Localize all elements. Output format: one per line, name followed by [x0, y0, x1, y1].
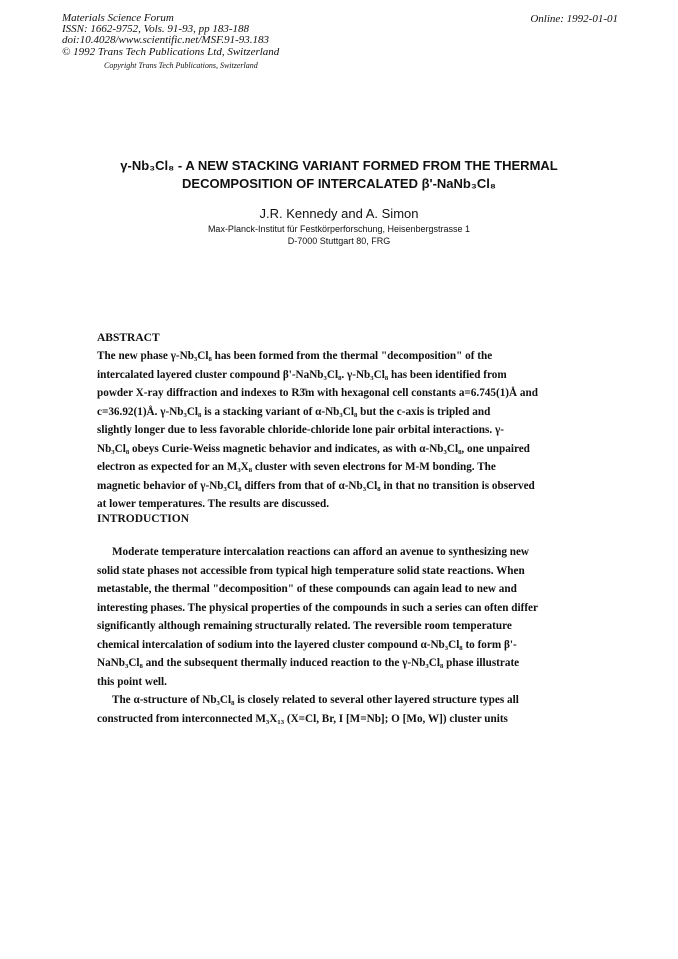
- publisher-copyright: © 1992 Trans Tech Publications Ltd, Switzerland: [62, 45, 280, 58]
- introduction-heading: INTRODUCTION: [97, 513, 190, 525]
- journal-name: Materials Science Forum: [62, 12, 174, 24]
- text-line: at lower temperatures. The results are discussed.: [97, 498, 330, 510]
- text-line: interesting phases. The physical properties of the compounds in such a series can often differ: [97, 601, 538, 614]
- affiliation: [0, 224, 678, 247]
- abstract-body: [97, 347, 538, 514]
- text-line: Moderate temperature intercalation reactions can afford an avenue to synthesizing new: [112, 546, 529, 558]
- text-line: The new phase γ-Nb₃Cl₈ has been formed from the thermal "decomposition" of the: [97, 350, 493, 362]
- text-line: magnetic behavior of γ-Nb₃Cl₈ differs from that of α-Nb₃Cl₈ in that no transition is observed: [97, 479, 535, 492]
- introduction-body: [97, 543, 538, 728]
- title-line: γ-Nb₃Cl₈ - A NEW STACKING VARIANT FORMED FROM THE THERMAL: [120, 158, 558, 173]
- title-line: DECOMPOSITION OF INTERCALATED β'-NaNb₃Cl₈: [182, 176, 496, 191]
- copyright-note: Copyright Trans Tech Publications, Switzerland: [104, 60, 258, 70]
- text-line: solid state phases not accessible from typical high temperature solid state reactions. When: [97, 564, 525, 577]
- journal-header: [62, 13, 279, 71]
- affiliation-line: D-7000 Stuttgart 80, FRG: [287, 235, 391, 246]
- text-line: slightly longer due to less favorable chloride-chloride lone pair orbital interactions. γ-: [97, 424, 504, 436]
- text-line: significantly although remaining structurally related. The reversible room temperature: [97, 620, 512, 632]
- text-line: Nb₃Cl₈ obeys Curie-Weiss magnetic behavior and indicates, as with α-Nb₃Cl₈, one unpaired: [97, 442, 530, 455]
- text-line: chemical intercalation of sodium into the layered cluster compound α-Nb₃Cl₈ to form β'-: [97, 638, 517, 651]
- text-line: powder X-ray diffraction and indexes to R3̄m with hexagonal cell constants a=6.745(1)Å and: [97, 387, 538, 399]
- text-line: NaNb₃Cl₈ and the subsequent thermally induced reaction to the γ-Nb₃Cl₈ phase illustrate: [97, 657, 520, 669]
- text-line: The α-structure of Nb₃Cl₈ is closely related to several other layered structure types all: [112, 694, 519, 706]
- abstract-heading: ABSTRACT: [97, 332, 160, 344]
- authors: J.R. Kennedy and A. Simon: [259, 206, 419, 221]
- text-line: electron as expected for an M₃X₈ cluster with seven electrons for M-M bonding. The: [97, 461, 496, 473]
- text-line: intercalated layered cluster compound β'-NaNb₃Cl₈. γ-Nb₃Cl₈ has been identified from: [97, 368, 507, 381]
- online-date: Online: 1992-01-01: [530, 13, 618, 25]
- text-line: constructed from interconnected M₃X₁₃ (X=Cl, Br, I [M=Nb]; O [Mo, W]) cluster units: [97, 712, 508, 725]
- text-line: this point well.: [97, 675, 167, 688]
- issn: ISSN: 1662-9752, Vols. 91-93, pp 183-188: [62, 23, 249, 36]
- text-line: c=36.92(1)Å. γ-Nb₃Cl₈ is a stacking variant of α-Nb₃Cl₈ but the c-axis is tripled and: [97, 405, 491, 418]
- paper-title: [0, 157, 678, 193]
- doi: doi:10.4028/www.scientific.net/MSF.91-93.183: [62, 34, 270, 47]
- affiliation-line: Max-Planck-Institut für Festkörperforschung, Heisenbergstrasse 1: [207, 224, 471, 234]
- text-line: metastable, the thermal "decomposition" of these compounds can again lead to new and: [97, 583, 517, 595]
